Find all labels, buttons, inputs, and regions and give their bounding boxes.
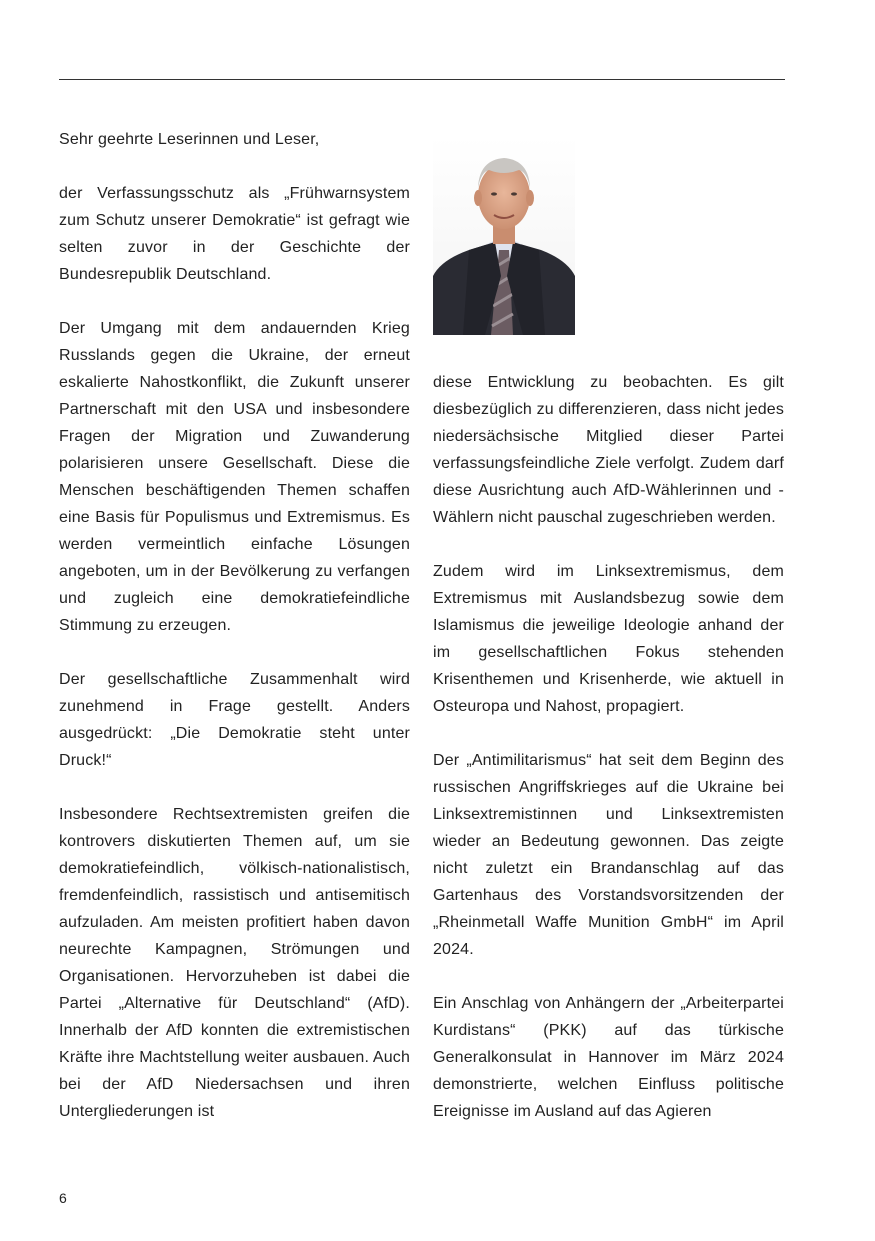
paragraph: Der „Antimilitarismus“ hat seit dem Beginn des russischen Angriffskrieges auf die Ukraine bei Linksextremistinnen und Linksextremisten wieder an Bedeutung gewonnen. Das zeigte nicht zuletzt ein Brandanschlag auf das Gartenhaus des Vorstandsvorsitzenden der „Rheinmetall Waffe Munition GmbH“ im April 2024. [433,752,784,958]
paragraph: Ein Anschlag von Anhängern der „Arbeiterpartei Kurdistans“ (PKK) auf das türkische Generalkonsulat in Hannover im März 2024 demonstrierte, welchen Einfluss politische Ereignisse im Ausland auf das Agieren [433,995,784,1120]
page-number: 6 [59,1190,67,1206]
paragraph: Zudem wird im Linksextremismus, dem Extremismus mit Auslandsbezug sowie dem Islamismus die jeweilige Ideologie anhand der im gesellschaftlichen Fokus stehenden Krisenthemen und Krisenherde, wie aktuell in Osteuropa und Nahost, propagiert. [433,563,784,715]
paragraph: Insbesondere Rechtsextremisten greifen die kontrovers diskutierten Themen auf, um sie demokratiefeindlich, völkisch-nationalistisch, fremdenfeindlich, rassistisch und antisemitisch aufzuladen. Am meisten profitiert haben davon neurechte Kampagnen, Strömungen und Organisationen. Hervorzuheben ist dabei die Partei „Alternative für Deutschland“ (AfD). Innerhalb der AfD konnten die extremistischen Kräfte ihre Machtstellung weiter ausbauen. Auch bei der AfD Niedersachsen und ihren Untergliederungen ist [59,806,410,1120]
paragraph: diese Entwicklung zu beobachten. Es gilt diesbezüglich zu differenzieren, dass nicht jedes niedersächsische Mitglied dieser Partei verfassungsfeindliche Ziele verfolgt. Zudem darf diese Ausrichtung auch AfD-Wählerinnen und -Wählern nicht pauschal zugeschrieben werden. [433,374,784,526]
paragraph: Der Umgang mit dem andauernden Krieg Russlands gegen die Ukraine, der erneut eskalierte Nahostkonflikt, die Zukunft unserer Partnerschaft mit den USA und insbesondere Fragen der Migration und Zuwanderung polarisieren unsere Gesellschaft. Diese die Menschen beschäftigenden Themen schaffen eine Basis für Populismus und Extremismus. Es werden vermeintlich einfache Lösungen angeboten, um in der Bevölkerung zu verfangen und zugleich eine demokratiefeindliche Stimmung zu erzeugen. [59,320,410,634]
portrait-photo [433,136,575,335]
header-rule [59,79,785,80]
left-column [59,126,410,1125]
greeting: Sehr geehrte Leserinnen und Leser, [59,131,320,148]
right-column [433,369,784,1125]
paragraph: der Verfassungsschutz als „Frühwarnsystem zum Schutz unserer Demokratie“ ist gefragt wie selten zuvor in der Geschichte der Bundesrepublik Deutschland. [59,185,410,283]
paragraph: Der gesellschaftliche Zusammenhalt wird zunehmend in Frage gestellt. Anders ausgedrückt: „Die Demokratie steht unter Druck!“ [59,671,410,769]
